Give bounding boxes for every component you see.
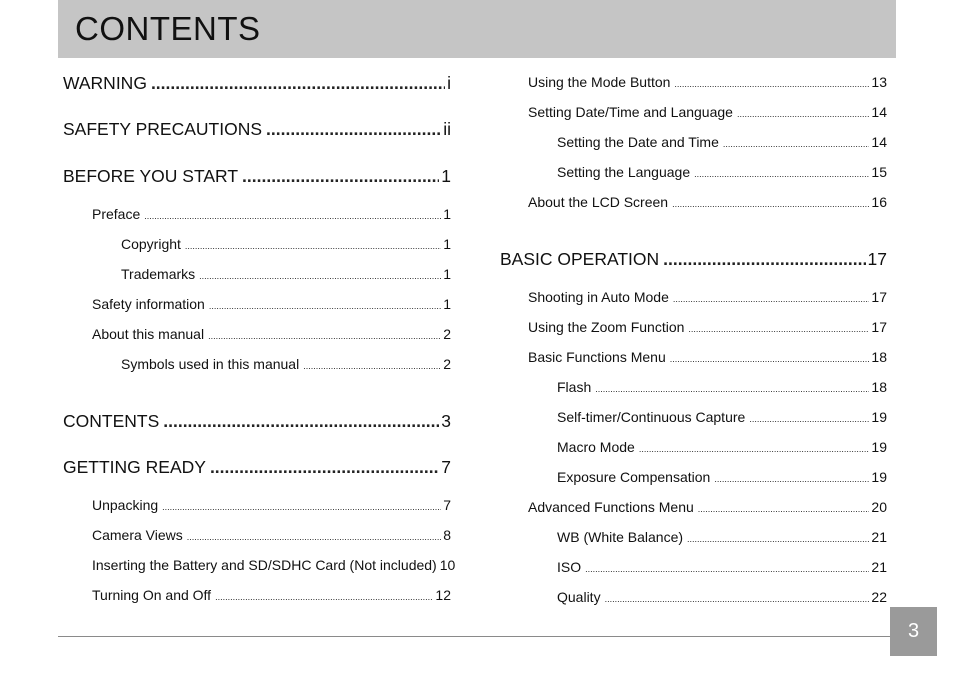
toc-leader-dots [688,325,869,334]
toc-leader-dots [303,362,441,371]
toc-entry-page: 10 [439,557,456,573]
toc-entry-label: Exposure Compensation [557,469,711,485]
toc-entry-before-you-start[interactable] [63,168,451,186]
toc-entry-unpacking[interactable] [92,498,451,512]
toc-entry-label: ISO [557,559,582,575]
toc-entry-warning[interactable] [63,75,451,93]
toc-entry-date-time-language[interactable] [528,105,887,119]
toc-entry-page: 17 [871,319,887,335]
toc-leader-dots [687,535,869,544]
toc-entry-about-this-manual[interactable] [92,327,451,341]
toc-leader-dots [162,503,441,512]
toc-leader-dots [185,242,441,251]
toc-entry-label: Self-timer/Continuous Capture [557,409,746,425]
toc-entry-label: Advanced Functions Menu [528,499,694,515]
toc-entry-label: Setting Date/Time and Language [528,104,733,120]
toc-entry-page: 17 [867,249,887,269]
toc-entry-page: 15 [871,164,887,180]
toc-entry-setting-language[interactable] [557,165,887,179]
toc-leader-dots [208,332,441,341]
toc-leader-dots [737,110,869,119]
toc-entry-page: 17 [871,289,887,305]
toc-entry-basic-functions-menu[interactable] [528,350,887,364]
toc-entry-page: ii [443,119,451,139]
toc-entry-label: Turning On and Off [92,587,212,603]
toc-leader-dots [151,75,445,93]
toc-entry-label: CONTENTS [63,411,160,431]
toc-entry-label: Camera Views [92,527,183,543]
toc-leader-dots [215,593,433,602]
toc-entry-page: 20 [871,499,887,515]
toc-entry-setting-date-time[interactable] [557,135,887,149]
toc-entry-turning-on-off[interactable] [92,588,451,602]
toc-leader-dots [209,302,441,311]
toc-entry-advanced-functions-menu[interactable] [528,500,887,514]
toc-entry-label: Shooting in Auto Mode [528,289,669,305]
toc-entry-label: BEFORE YOU START [63,166,239,186]
toc-entry-page: 19 [871,469,887,485]
page-number-badge [890,607,937,656]
toc-entry-page: 19 [871,439,887,455]
toc-entry-page: 1 [441,166,451,186]
toc-entry-page: 2 [443,356,451,372]
toc-entry-contents[interactable] [63,413,451,431]
toc-entry-page: 16 [871,194,887,210]
toc-entry-page: 2 [443,326,451,342]
toc-leader-dots [723,140,870,149]
toc-leader-dots [670,355,870,364]
toc-leader-dots [187,533,441,542]
toc-entry-label: Unpacking [92,497,159,513]
toc-entry-page: 7 [441,457,451,477]
toc-entry-safety-precautions[interactable] [63,121,451,139]
toc-leader-dots [144,212,441,221]
toc-entry-page: 22 [871,589,887,605]
toc-entry-label: BASIC OPERATION [500,249,660,269]
toc-leader-dots [639,445,870,454]
toc-entry-zoom-function[interactable] [528,320,887,334]
toc-entry-quality[interactable] [557,590,887,604]
toc-entry-page: 12 [435,587,451,603]
page-number: 3 [907,620,920,642]
toc-entry-page: 3 [441,411,451,431]
toc-leader-dots [199,272,441,281]
toc-entry-mode-button[interactable] [528,75,887,89]
toc-leader-dots [674,80,869,89]
toc-entry-page: 8 [443,527,451,543]
toc-entry-label: Flash [557,379,592,395]
toc-leader-dots [663,251,865,269]
toc-entry-label: Using the Mode Button [528,74,671,90]
toc-entry-page: 13 [871,74,887,90]
toc-entry-trademarks[interactable] [121,267,451,281]
toc-entry-lcd-screen[interactable] [528,195,887,209]
toc-entry-label: Symbols used in this manual [121,356,300,372]
toc-entry-basic-operation[interactable] [500,251,887,269]
toc-entry-label: WB (White Balance) [557,529,684,545]
toc-entry-page: 18 [871,349,887,365]
toc-entry-page: 21 [871,559,887,575]
toc-entry-page: 21 [871,529,887,545]
toc-entry-page: 1 [443,206,451,222]
toc-entry-exposure-compensation[interactable] [557,470,887,484]
toc-entry-symbols[interactable] [121,357,451,371]
toc-entry-label: Inserting the Battery and SD/SDHC Card (Not included) [92,557,437,573]
toc-entry-safety-information[interactable] [92,297,451,311]
page-title: CONTENTS [75,10,261,47]
toc-entry-preface[interactable] [92,207,451,221]
toc-entry-label: Setting the Language [557,164,691,180]
toc-entry-camera-views[interactable] [92,528,451,542]
toc-entry-label: WARNING [63,73,147,93]
toc-leader-dots [585,565,869,574]
header-bar [58,0,896,58]
toc-entry-self-timer[interactable] [557,410,887,424]
toc-entry-label: About this manual [92,326,205,342]
toc-entry-label: Preface [92,206,141,222]
toc-entry-page: 14 [871,134,887,150]
toc-leader-dots [242,168,439,186]
toc-entry-label: SAFETY PRECAUTIONS [63,119,263,139]
toc-entry-label: Macro Mode [557,439,635,455]
toc-entry-label: Setting the Date and Time [557,134,719,150]
toc-leader-dots [672,200,869,209]
toc-entry-page: i [447,73,451,93]
toc-entry-page: 1 [443,296,451,312]
toc-entry-macro-mode[interactable] [557,440,887,454]
toc-entry-iso[interactable] [557,560,887,574]
footer-divider [58,636,890,637]
toc-entry-page: 1 [443,266,451,282]
toc-entry-page: 7 [443,497,451,513]
toc-entry-page: 18 [871,379,887,395]
toc-entry-label: About the LCD Screen [528,194,669,210]
toc-entry-page: 1 [443,236,451,252]
toc-entry-auto-mode[interactable] [528,290,887,304]
toc-entry-label: Quality [557,589,601,605]
toc-entry-label: Using the Zoom Function [528,319,685,335]
toc-entry-getting-ready[interactable] [63,459,451,477]
toc-entry-page: 14 [871,104,887,120]
toc-entry-label: Trademarks [121,266,196,282]
toc-entry-copyright[interactable] [121,237,451,251]
toc-leader-dots [749,415,869,424]
toc-entry-label: Copyright [121,236,181,252]
toc-leader-dots [210,459,439,477]
toc-entry-label: GETTING READY [63,457,206,477]
toc-entry-label: Basic Functions Menu [528,349,666,365]
toc-leader-dots [163,413,439,431]
toc-entry-flash[interactable] [557,380,887,394]
toc-entry-page: 19 [871,409,887,425]
toc-leader-dots [673,295,870,304]
toc-leader-dots [605,595,870,604]
toc-leader-dots [595,385,869,394]
toc-leader-dots [694,170,869,179]
toc-leader-dots [714,475,869,484]
toc-entry-inserting-battery[interactable] [92,557,456,573]
toc-leader-dots [698,505,870,514]
toc-entry-label: Safety information [92,296,205,312]
toc-entry-white-balance[interactable] [557,530,887,544]
toc-leader-dots [266,121,441,139]
